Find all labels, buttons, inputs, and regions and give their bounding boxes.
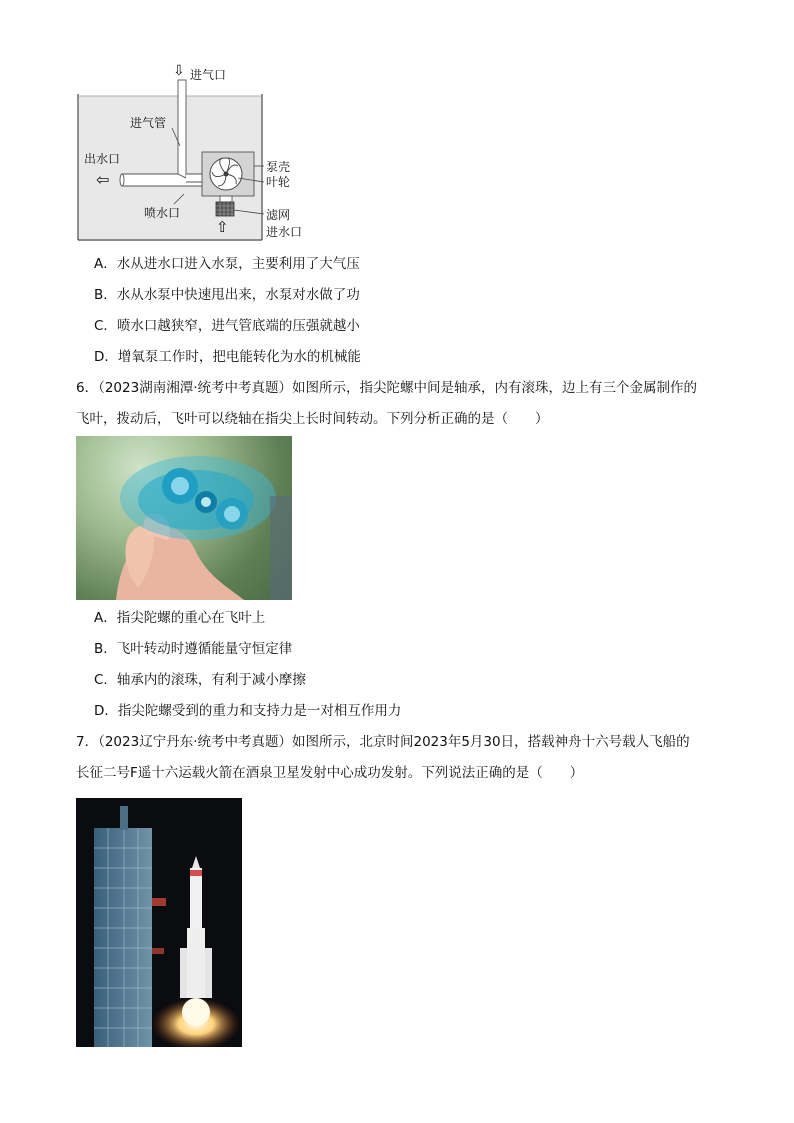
q7-stem-line-1: 7．（2023辽宁丹东·统考中考真题）如图所示，北京时间2023年5月30日，搭载神舟十六号载人飞船的 bbox=[76, 734, 690, 750]
water-out-arrow-icon: ⇦ bbox=[96, 170, 110, 189]
q5-option-c: C．喷水口越狭窄，进气管底端的压强就越小 bbox=[94, 318, 360, 334]
q7-stem-line-2: 长征二号F遥十六运载火箭在酒泉卫星发射中心成功发射。下列说法正确的是（ ） bbox=[76, 765, 584, 781]
label-nozzle: 喷水口 bbox=[144, 206, 181, 220]
label-water-inlet: 进水口 bbox=[266, 225, 303, 239]
q6-option-d: D．指尖陀螺受到的重力和支持力是一对相互作用力 bbox=[94, 703, 402, 719]
q5-option-b: B．水从水泵中快速甩出来，水泵对水做了功 bbox=[94, 287, 360, 303]
q6-stem-line-2: 飞叶，拨动后，飞叶可以绕轴在指尖上长时间转动。下列分析正确的是（ ） bbox=[76, 411, 549, 427]
q6-option-b: B．飞叶转动时遵循能量守恒定律 bbox=[94, 641, 293, 657]
q5-option-a: A．水从进水口进入水泵，主要利用了大气压 bbox=[94, 256, 360, 272]
q6-stem-line-1: 6．（2023湖南湘潭·统考中考真题）如图所示，指尖陀螺中间是轴承，内有滚珠，边上有三个金属制作的 bbox=[76, 380, 697, 396]
label-water-outlet: 出水口 bbox=[84, 152, 121, 166]
label-air-inlet: 进气口 bbox=[190, 68, 227, 82]
label-air-pipe: 进气管 bbox=[130, 116, 167, 130]
water-in-arrow-icon: ⇧ bbox=[216, 218, 229, 236]
rocket-launch-photo bbox=[76, 798, 242, 1047]
q5-option-d: D．增氧泵工作时，把电能转化为水的机械能 bbox=[94, 349, 361, 365]
air-in-arrow-icon: ⇩ bbox=[173, 63, 185, 79]
q6-option-a: A．指尖陀螺的重心在飞叶上 bbox=[94, 610, 266, 626]
label-impeller: 叶轮 bbox=[266, 175, 291, 189]
pump-diagram bbox=[76, 62, 306, 244]
fidget-spinner-photo bbox=[76, 436, 292, 600]
label-filter: 滤网 bbox=[266, 208, 291, 222]
q6-option-c: C．轴承内的滚珠，有利于减小摩擦 bbox=[94, 672, 306, 688]
label-pump-shell: 泵壳 bbox=[266, 160, 291, 174]
